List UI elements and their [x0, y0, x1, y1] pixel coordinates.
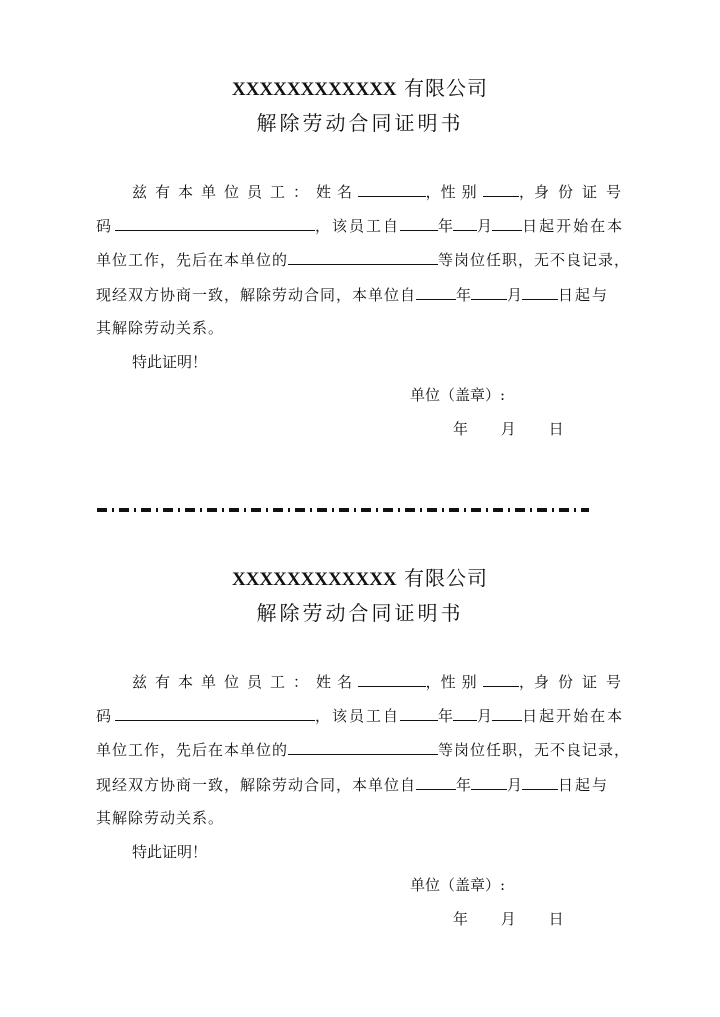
company-name [0, 566, 720, 592]
employee-from-text: ，该员工自 [315, 707, 401, 725]
paragraph-line-1 [96, 670, 630, 692]
paragraph-line-2 [96, 214, 630, 236]
start-day-blank[interactable] [492, 214, 522, 231]
gender-blank[interactable] [483, 670, 519, 687]
id-number-blank[interactable] [115, 704, 315, 721]
day-with-text: 日起与 [558, 776, 610, 794]
month-label: 月 [477, 217, 493, 235]
position-blank[interactable] [288, 738, 438, 755]
month-label: 月 [477, 707, 493, 725]
year-label: 年 [456, 776, 472, 794]
paragraph-line-4 [96, 773, 630, 795]
company-name [0, 76, 720, 102]
end-month-blank[interactable] [471, 283, 507, 300]
employee-from-text: ，该员工自 [315, 217, 401, 235]
record-text: 等岗位任职，无不良记录， [437, 741, 630, 759]
paragraph-line-5 [96, 807, 630, 829]
paragraph-line-3 [96, 738, 630, 760]
intro-text: 兹有本单位员工： [132, 183, 317, 201]
paragraph-line-3 [96, 248, 630, 270]
start-year-blank[interactable] [400, 704, 438, 721]
month-label: 月 [507, 776, 523, 794]
closing-text: 特此证明！ [132, 353, 208, 371]
name-blank[interactable] [358, 180, 426, 197]
name-label: 姓名 [316, 183, 359, 201]
gender-label: 性别 [440, 673, 483, 691]
id-label-end: 码 [96, 707, 112, 725]
day-start-text: 日起开始在本 [522, 707, 625, 725]
paragraph-line-4 [96, 283, 630, 305]
name-label: 姓名 [316, 673, 359, 691]
comma: ， [518, 673, 534, 691]
day-with-text: 日起与 [558, 286, 610, 304]
signature-unit-label: 单位（盖章）: [410, 876, 506, 894]
cut-line-divider [97, 508, 589, 512]
date-year-label: 年 [453, 420, 469, 438]
year-label: 年 [438, 217, 454, 235]
comma: ， [518, 183, 534, 201]
intro-text: 兹有本单位员工： [132, 673, 317, 691]
document-title: 解除劳动合同证明书 [256, 601, 464, 625]
termination-text: 现经双方协商一致，解除劳动合同，本单位自 [96, 776, 417, 794]
record-text: 等岗位任职，无不良记录， [437, 251, 630, 269]
day-start-text: 日起开始在本 [522, 217, 625, 235]
closing-line [96, 351, 666, 373]
date-year-label: 年 [453, 910, 469, 928]
date-day-label: 日 [548, 420, 564, 438]
work-text: 单位工作，先后在本单位的 [96, 251, 289, 269]
signature-date [453, 418, 564, 440]
end-year-blank[interactable] [416, 283, 456, 300]
id-label: 身份证号 [533, 673, 630, 691]
work-text: 单位工作，先后在本单位的 [96, 741, 289, 759]
gender-label: 性别 [440, 183, 483, 201]
closing-line [96, 841, 666, 863]
comma: ， [425, 673, 441, 691]
date-month-label: 月 [500, 420, 516, 438]
end-month-blank[interactable] [471, 773, 507, 790]
id-label-end: 码 [96, 217, 112, 235]
end-day-blank[interactable] [522, 283, 558, 300]
company-name-suffix: 有限公司 [404, 76, 488, 100]
relation-end-text: 其解除劳动关系。 [96, 319, 225, 337]
end-day-blank[interactable] [522, 773, 558, 790]
company-name-prefix: XXXXXXXXXXXX [231, 79, 397, 100]
name-blank[interactable] [358, 670, 426, 687]
start-day-blank[interactable] [492, 704, 522, 721]
start-month-blank[interactable] [453, 704, 477, 721]
position-blank[interactable] [288, 248, 438, 265]
signature-date [453, 908, 564, 930]
signature-unit-label: 单位（盖章）: [410, 386, 506, 404]
gender-blank[interactable] [483, 180, 519, 197]
start-year-blank[interactable] [400, 214, 438, 231]
paragraph-line-1 [96, 180, 630, 202]
year-label: 年 [456, 286, 472, 304]
id-number-blank[interactable] [115, 214, 315, 231]
comma: ， [425, 183, 441, 201]
company-name-prefix: XXXXXXXXXXXX [231, 569, 397, 590]
date-day-label: 日 [548, 910, 564, 928]
document-title: 解除劳动合同证明书 [256, 111, 464, 135]
start-month-blank[interactable] [453, 214, 477, 231]
relation-end-text: 其解除劳动关系。 [96, 809, 225, 827]
closing-text: 特此证明！ [132, 843, 208, 861]
end-year-blank[interactable] [416, 773, 456, 790]
company-name-suffix: 有限公司 [404, 566, 488, 590]
paragraph-line-2 [96, 704, 630, 726]
id-label: 身份证号 [533, 183, 630, 201]
termination-text: 现经双方协商一致，解除劳动合同，本单位自 [96, 286, 417, 304]
paragraph-line-5 [96, 317, 630, 339]
month-label: 月 [507, 286, 523, 304]
date-month-label: 月 [500, 910, 516, 928]
year-label: 年 [438, 707, 454, 725]
